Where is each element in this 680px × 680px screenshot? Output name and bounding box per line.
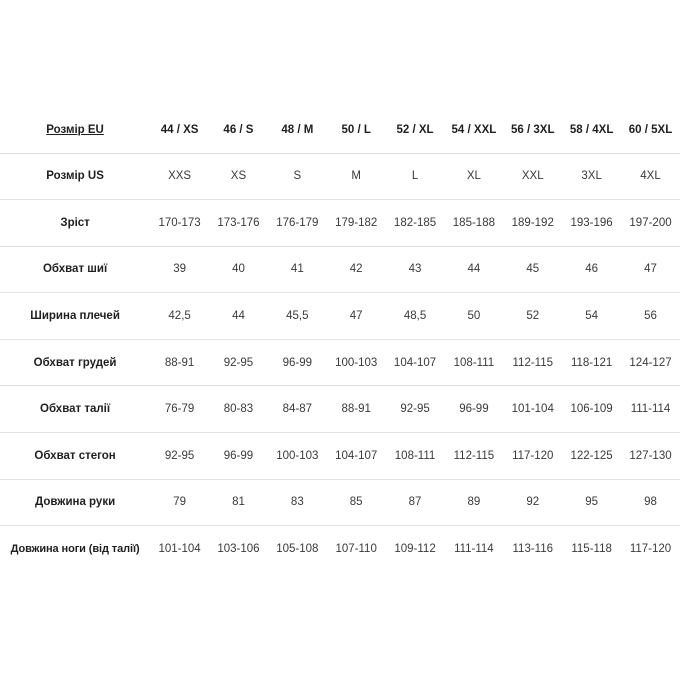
table-cell: 122-125 xyxy=(562,433,621,480)
header-cell: 54 / XXL xyxy=(444,107,503,153)
table-row xyxy=(0,386,680,433)
table-cell: 45,5 xyxy=(268,293,327,340)
table-cell: 100-103 xyxy=(268,433,327,480)
table-cell: 124-127 xyxy=(621,339,680,386)
table-cell: 54 xyxy=(562,293,621,340)
table-cell: 50 xyxy=(444,293,503,340)
table-row xyxy=(0,433,680,480)
table-cell: 176-179 xyxy=(268,200,327,247)
row-label: Обхват шиї xyxy=(0,246,150,293)
table-cell: 88-91 xyxy=(327,386,386,433)
table-cell: 112-115 xyxy=(444,433,503,480)
table-cell: 117-120 xyxy=(629,543,672,556)
table-cell: XL xyxy=(444,153,503,200)
table-cell: 52 xyxy=(503,293,562,340)
table-cell: 92-95 xyxy=(386,386,445,433)
table-cell: 48,5 xyxy=(386,293,445,340)
table-cell: 79 xyxy=(150,479,209,526)
table-cell: 173-176 xyxy=(209,200,268,247)
table-cell: 127-130 xyxy=(621,433,680,480)
table-cell: 101-104 xyxy=(158,543,201,556)
table-cell: 182-185 xyxy=(386,200,445,247)
table-cell: 88-91 xyxy=(150,339,209,386)
row-label: Довжина руки xyxy=(0,479,150,526)
row-label: Обхват стегон xyxy=(0,433,150,480)
table-cell: 96-99 xyxy=(268,339,327,386)
header-cell: 58 / 4XL xyxy=(562,107,621,153)
header-cell: 52 / XL xyxy=(386,107,445,153)
row-label: Обхват талії xyxy=(0,386,150,433)
table-cell: L xyxy=(386,153,445,200)
table-cell: 92 xyxy=(503,479,562,526)
header-cell: 48 / M xyxy=(268,107,327,153)
table-cell: 193-196 xyxy=(562,200,621,247)
table-cell: 113-116 xyxy=(512,543,553,556)
table-cell: 105-108 xyxy=(276,543,319,556)
table-row xyxy=(0,246,680,293)
header-row xyxy=(0,107,680,153)
table-cell: 45 xyxy=(503,246,562,293)
table-cell: 44 xyxy=(444,246,503,293)
table-cell: 170-173 xyxy=(150,200,209,247)
header-label-cell[interactable] xyxy=(0,107,150,153)
size-eu-link[interactable]: Розмір EU xyxy=(46,123,104,136)
table-cell: 40 xyxy=(209,246,268,293)
table-cell: 108-111 xyxy=(444,339,503,386)
table-cell: S xyxy=(268,153,327,200)
table-cell: 44 xyxy=(209,293,268,340)
row-label: Довжина ноги (від талії) xyxy=(10,543,140,556)
table-cell: 118-121 xyxy=(562,339,621,386)
table-cell: 41 xyxy=(268,246,327,293)
table-cell: 42 xyxy=(327,246,386,293)
table-cell: 46 xyxy=(562,246,621,293)
table-cell: 107-110 xyxy=(335,543,377,556)
table-cell: 108-111 xyxy=(386,433,445,480)
table-cell: 96-99 xyxy=(444,386,503,433)
table-cell: XXS xyxy=(150,153,209,200)
table-cell: 83 xyxy=(268,479,327,526)
header-cell: 44 / XS xyxy=(150,107,209,153)
table-cell: 42,5 xyxy=(150,293,209,340)
table-cell: XXL xyxy=(503,153,562,200)
table-cell: 111-114 xyxy=(621,386,680,433)
table-cell: 104-107 xyxy=(386,339,445,386)
table-cell: 56 xyxy=(621,293,680,340)
table-cell: M xyxy=(327,153,386,200)
table-cell: 92-95 xyxy=(150,433,209,480)
table-cell: 109-112 xyxy=(394,543,436,556)
table-row xyxy=(0,479,680,526)
row-label: Ширина плечей xyxy=(0,293,150,340)
table-cell: 197-200 xyxy=(621,200,680,247)
table-cell: 47 xyxy=(621,246,680,293)
table-cell: 117-120 xyxy=(503,433,562,480)
table-cell: 84-87 xyxy=(268,386,327,433)
table-cell: 189-192 xyxy=(503,200,562,247)
table-cell: 89 xyxy=(444,479,503,526)
table-cell: 96-99 xyxy=(209,433,268,480)
table-cell: 47 xyxy=(327,293,386,340)
table-cell: 103-106 xyxy=(217,543,260,556)
table-cell: 185-188 xyxy=(444,200,503,247)
header-cell: 56 / 3XL xyxy=(503,107,562,153)
table-cell: 98 xyxy=(621,479,680,526)
table-row xyxy=(0,293,680,340)
table-cell: 104-107 xyxy=(327,433,386,480)
row-label: Обхват грудей xyxy=(0,339,150,386)
table-cell: 80-83 xyxy=(209,386,268,433)
table-cell: XS xyxy=(209,153,268,200)
table-cell: 101-104 xyxy=(503,386,562,433)
row-label: Зріст xyxy=(0,200,150,247)
table-row xyxy=(0,339,680,386)
table-cell: 115-118 xyxy=(571,543,612,556)
table-cell: 106-109 xyxy=(562,386,621,433)
table-cell: 85 xyxy=(327,479,386,526)
header-cell: 46 / S xyxy=(209,107,268,153)
header-cell: 50 / L xyxy=(327,107,386,153)
row-label: Розмір US xyxy=(0,153,150,200)
table-cell: 95 xyxy=(562,479,621,526)
table-cell: 111-114 xyxy=(454,543,494,556)
table-cell: 76-79 xyxy=(150,386,209,433)
size-chart-table xyxy=(0,107,680,572)
table-cell: 39 xyxy=(150,246,209,293)
table-cell: 100-103 xyxy=(327,339,386,386)
table-cell: 3XL xyxy=(562,153,621,200)
table-cell: 4XL xyxy=(621,153,680,200)
table-cell: 87 xyxy=(386,479,445,526)
table-cell: 179-182 xyxy=(327,200,386,247)
table-row xyxy=(0,526,680,573)
table-cell: 92-95 xyxy=(209,339,268,386)
table-row xyxy=(0,200,680,247)
table-row xyxy=(0,153,680,200)
table-cell: 43 xyxy=(386,246,445,293)
table-cell: 112-115 xyxy=(503,339,562,386)
header-cell: 60 / 5XL xyxy=(621,107,680,153)
table-cell: 81 xyxy=(209,479,268,526)
